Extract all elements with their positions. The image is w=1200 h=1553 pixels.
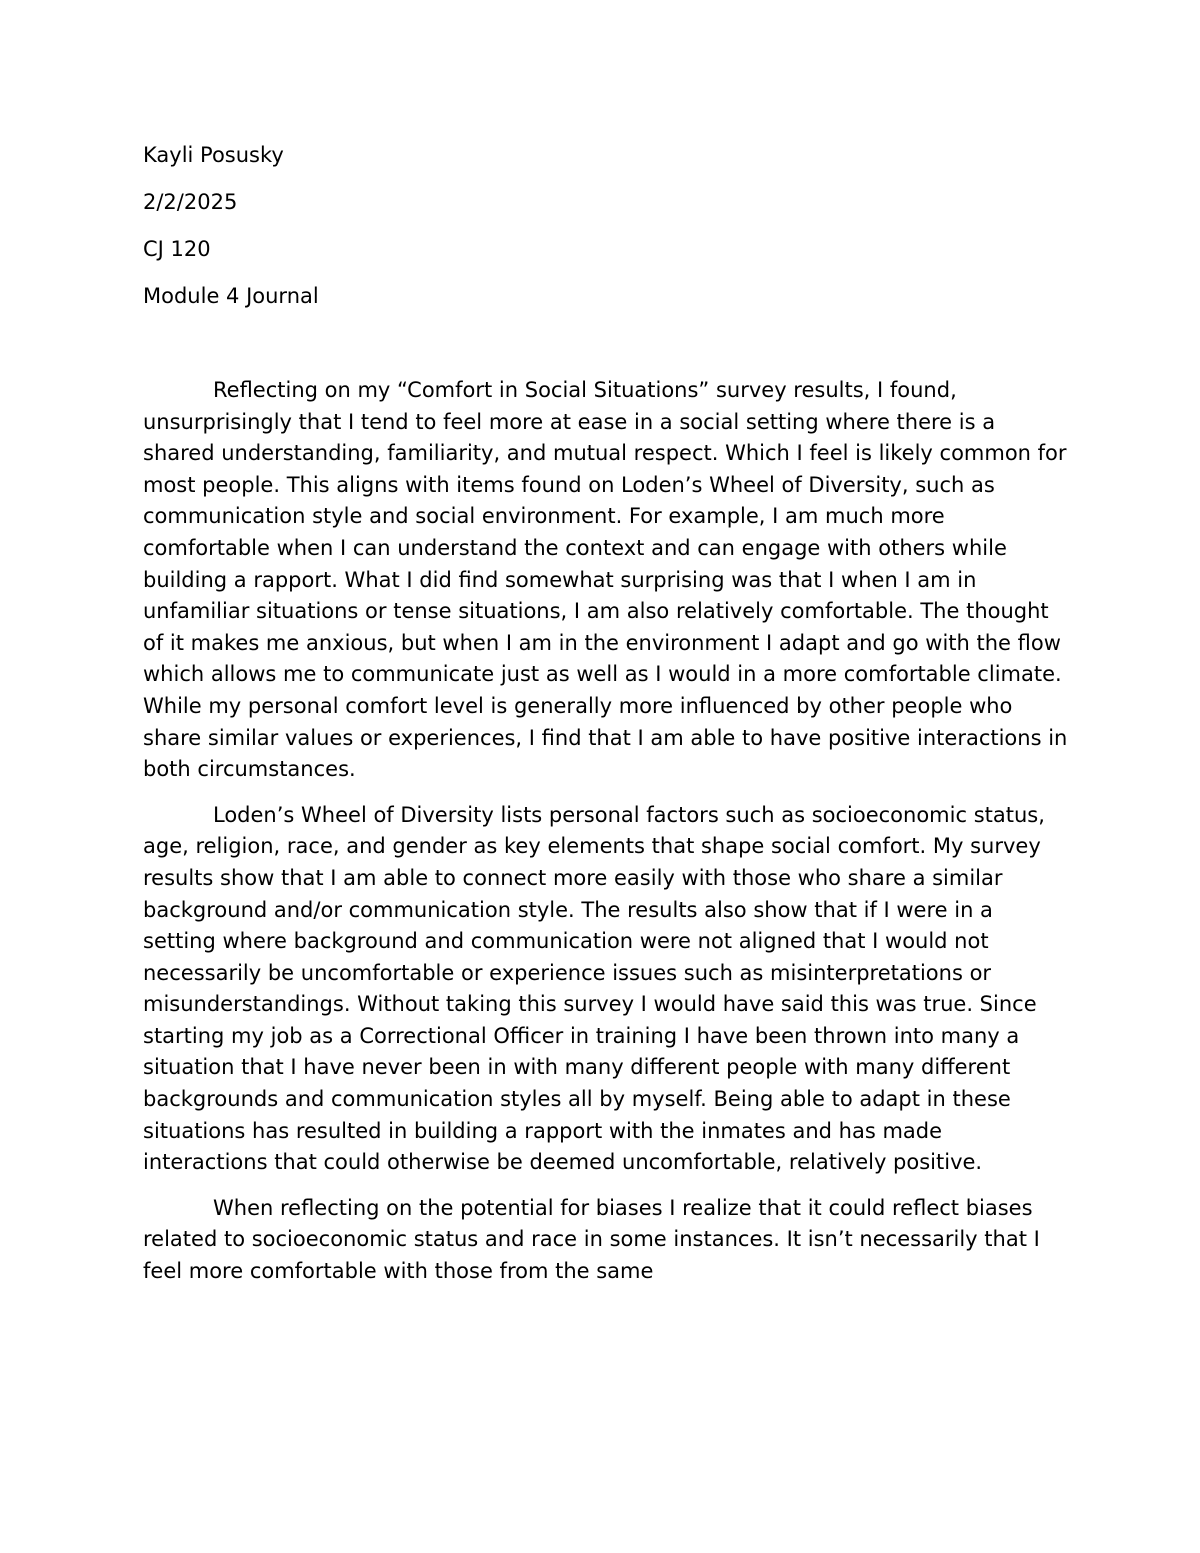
course-code: CJ 120 <box>143 237 211 261</box>
paragraph-1: Reflecting on my “Comfort in Social Situations” survey results, I found, unsurprisingly that I tend to feel more at ease in a social setting where there is a shared understanding, familiarity, and mutual respect. Which I feel is likely common for most people. This aligns with items found on Loden’s Wheel of Diversity, such as communication style and social environment. For example, I am much more comfortable when I can understand the context and can engage with others while building a rapport. What I did find somewhat surprising was that I when I am in unfamiliar situations or tense situations, I am also relatively comfortable. The thought of it makes me anxious, but when I am in the environment I adapt and go with the flow which allows me to communicate just as well as I would in a more comfortable climate. While my personal comfort level is generally more influenced by other people who share similar values or experiences, I find that I am able to have positive interactions in both circumstances. <box>143 378 1068 782</box>
journal-body <box>143 375 1068 1302</box>
document-date: 2/2/2025 <box>143 190 238 214</box>
paragraph-3: When reflecting on the potential for biases I realize that it could reflect biases related to socioeconomic status and race in some instances. It isn’t necessarily that I feel more comfortable with those from the same <box>143 1195 1040 1284</box>
author-name: Kayli Posusky <box>143 143 284 167</box>
assignment-title: Module 4 Journal <box>143 284 319 308</box>
paragraph-2: Loden’s Wheel of Diversity lists personal factors such as socioeconomic status, age, religion, race, and gender as key elements that shape social comfort. My survey results show that I am able to connect more easily with those who share a similar background and/or communication style. The results also show that if I were in a setting where background and communication were not aligned that I would not necessarily be uncomfortable or experience issues such as misinterpretations or misunderstandings. Without taking this survey I would have said this was true. Since starting my job as a Correctional Officer in training I have been thrown into many a situation that I have never been in with many different people with many different backgrounds and communication styles all by myself. Being able to adapt in these situations has resulted in building a rapport with the inmates and has made interactions that could otherwise be deemed uncomfortable, relatively positive. <box>143 802 1045 1175</box>
